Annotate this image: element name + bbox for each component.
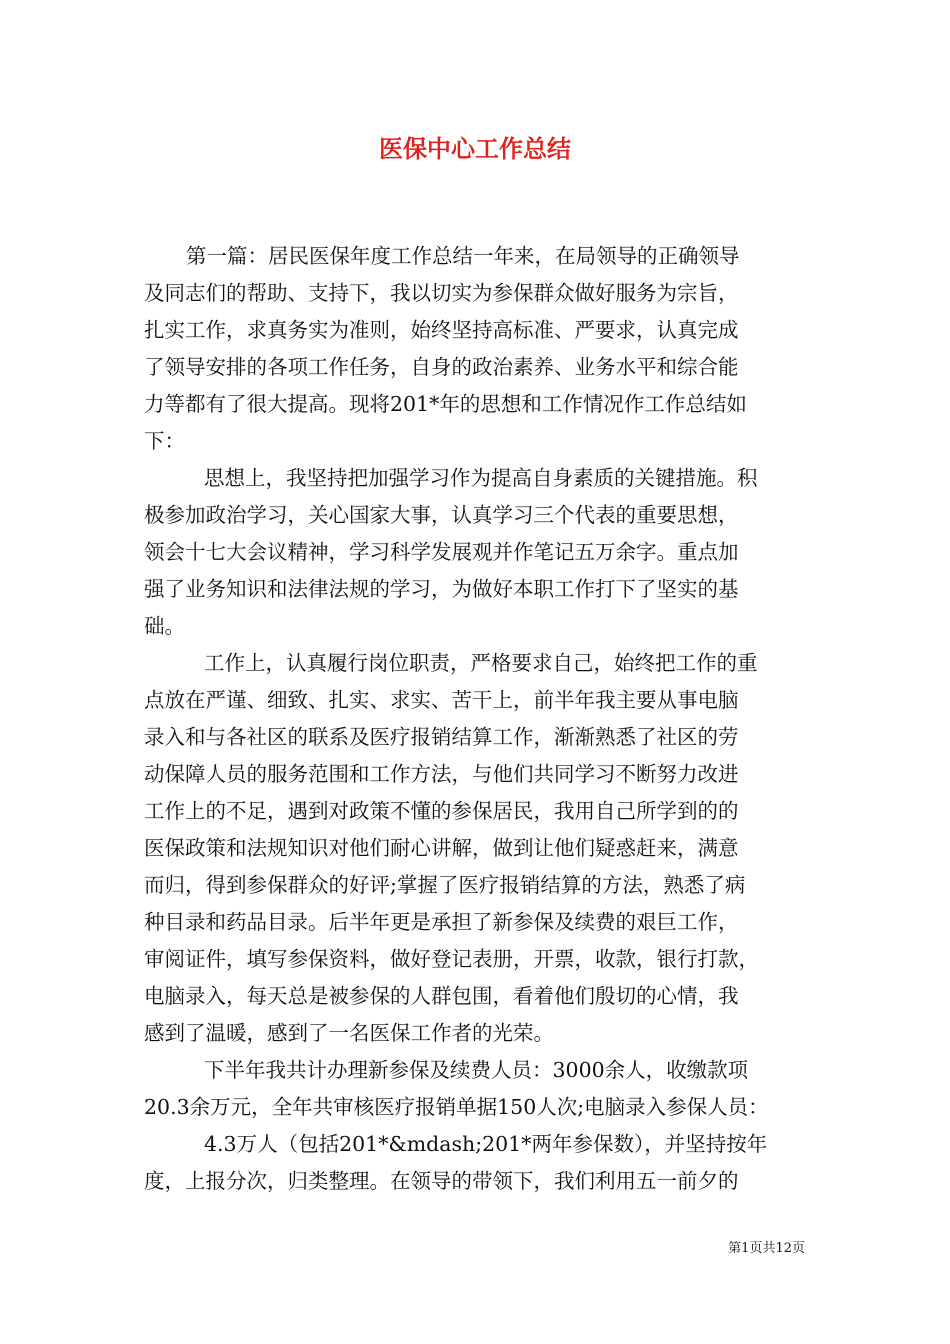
text-line: 及同志们的帮助、支持下，我以切实为参保群众做好服务为宗旨， bbox=[144, 281, 739, 305]
text-line: 础。 bbox=[144, 614, 185, 638]
page-footer bbox=[728, 1240, 805, 1258]
text-line: 医保政策和法规知识对他们耐心讲解，做到让他们疑惑赶来，满意 bbox=[144, 836, 739, 860]
text-line: 度，上报分次，归类整理。在领导的带领下，我们利用五一前夕的 bbox=[144, 1169, 739, 1193]
page-number: 第1页共12页 bbox=[728, 1241, 805, 1256]
text-line: 电脑录入，每天总是被参保的人群包围，看着他们殷切的心情，我 bbox=[144, 984, 739, 1008]
text-line: 了领导安排的各项工作任务，自身的政治素养、业务水平和综合能 bbox=[144, 355, 739, 379]
text-line: 下半年我共计办理新参保及续费人员：3000余人，收缴款项 bbox=[204, 1058, 749, 1082]
text-line: 第一篇：居民医保年度工作总结一年来，在局领导的正确领导 bbox=[186, 244, 740, 268]
text-line: 强了业务知识和法律法规的学习，为做好本职工作打下了坚实的基 bbox=[144, 577, 739, 601]
text-line: 领会十七大会议精神，学习科学发展观并作笔记五万余字。重点加 bbox=[144, 540, 739, 564]
text-line: 审阅证件，填写参保资料，做好登记表册，开票，收款，银行打款， bbox=[144, 947, 759, 971]
text-line: 工作上的不足，遇到对政策不懂的参保居民，我用自己所学到的的 bbox=[144, 799, 739, 823]
text-line: 动保障人员的服务范围和工作方法，与他们共同学习不断努力改进 bbox=[144, 762, 739, 786]
text-line: 极参加政治学习，关心国家大事，认真学习三个代表的重要思想， bbox=[144, 503, 739, 527]
text-line: 点放在严谨、细致、扎实、求实、苦干上，前半年我主要从事电脑 bbox=[144, 688, 739, 712]
text-line: 思想上，我坚持把加强学习作为提高自身素质的关键措施。积 bbox=[204, 466, 758, 490]
text-line: 种目录和药品目录。后半年更是承担了新参保及续费的艰巨工作， bbox=[144, 910, 739, 934]
text-line: 扎实工作，求真务实为准则，始终坚持高标准、严要求，认真完成 bbox=[144, 318, 739, 342]
text-line: 力等都有了很大提高。现将201*年的思想和工作情况作工作总结如 bbox=[144, 392, 747, 416]
document-title: 医保中心工作总结 bbox=[379, 134, 571, 163]
text-line: 下： bbox=[144, 429, 185, 453]
text-line: 4.3万人（包括201*&mdash;201*两年参保数），并坚持按年 bbox=[204, 1132, 768, 1156]
text-line: 感到了温暖，感到了一名医保工作者的光荣。 bbox=[144, 1021, 554, 1045]
text-line: 录入和与各社区的联系及医疗报销结算工作，渐渐熟悉了社区的劳 bbox=[144, 725, 739, 749]
text-line: 而归，得到参保群众的好评;掌握了医疗报销结算的方法，熟悉了病 bbox=[144, 873, 746, 897]
document-body bbox=[144, 238, 809, 1200]
text-line: 工作上，认真履行岗位职责，严格要求自己，始终把工作的重 bbox=[204, 651, 758, 675]
text-line: 20.3余万元，全年共审核医疗报销单据150人次;电脑录入参保人员： bbox=[144, 1095, 769, 1119]
